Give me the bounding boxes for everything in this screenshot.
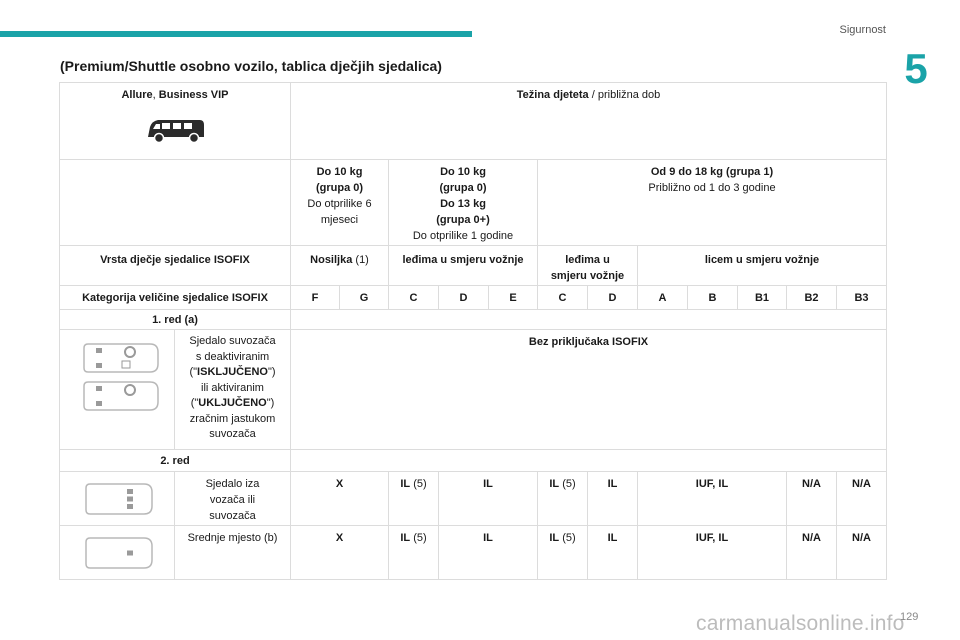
- middle-seat-carrycot: X: [291, 526, 389, 580]
- middle-seat-b3: N/A: [837, 526, 887, 580]
- seat-type-line: smjeru vožnje: [550, 270, 625, 282]
- behind-seat-g1-rear-d: IL: [588, 472, 638, 526]
- page-title: (Premium/Shuttle osobno vozilo, tablica dječjih sjedalica): [60, 58, 442, 74]
- size-class-cell: A: [638, 286, 688, 310]
- isofix-value: IL: [549, 532, 560, 544]
- quote-open: (": [190, 397, 199, 409]
- passenger-seat-line-off: [178, 365, 287, 381]
- isofix-note: (5): [559, 532, 576, 544]
- size-class-cell: F: [291, 286, 340, 310]
- group-line: Do 10 kg: [440, 166, 486, 178]
- chapter-number: 5: [904, 45, 928, 92]
- weight-header-bold: Težina djeteta: [516, 89, 589, 101]
- middle-seat-g0plus: IL: [439, 526, 538, 580]
- passenger-seat-value: Bez priključaka ISOFIX: [291, 330, 887, 450]
- middle-seat-b2: N/A: [787, 526, 837, 580]
- size-class-cell: B3: [837, 286, 887, 310]
- seat-type-label: Vrsta dječje sjedalice ISOFIX: [59, 246, 291, 286]
- middle-seat-icon-cell: [59, 526, 175, 580]
- behind-seat-g0plus: IL: [439, 472, 538, 526]
- weight-header: [291, 82, 887, 160]
- size-class-cell: C: [538, 286, 588, 310]
- group-0-plus: [389, 160, 538, 246]
- passenger-seat-line: suvozača: [209, 428, 256, 440]
- watermark: carmanualsonline.info: [696, 612, 905, 635]
- car-top-view-passenger-seat-icon: [82, 340, 162, 416]
- size-class-cell: B: [688, 286, 738, 310]
- car-top-view-middle-seat-icon: [84, 536, 154, 570]
- behind-seat-b2: N/A: [787, 472, 837, 526]
- group-1: [538, 160, 887, 246]
- size-class-cell: C: [389, 286, 439, 310]
- middle-seat-g0: [389, 526, 439, 580]
- size-class-cell: B1: [738, 286, 787, 310]
- groups-empty-cell: [59, 160, 291, 246]
- passenger-seat-line: zračnim jastukom: [189, 412, 276, 425]
- quote-open: (": [189, 366, 198, 378]
- airbag-on-label: UKLJUČENO: [198, 397, 267, 409]
- seat-type-carrycot: [291, 246, 389, 286]
- passenger-seat-line-on: [178, 396, 287, 412]
- weight-header-rest: / približna dob: [588, 89, 661, 101]
- passenger-seat-line: s deaktiviranim: [195, 350, 270, 363]
- group-line: (grupa 0+): [436, 214, 490, 226]
- isofix-value: IL: [400, 478, 411, 490]
- behind-seat-icon-cell: [59, 472, 175, 526]
- behind-seat-g0: [389, 472, 439, 526]
- row-1-empty: [291, 310, 887, 330]
- behind-seat-b3: N/A: [837, 472, 887, 526]
- size-class-cell: G: [340, 286, 389, 310]
- behind-seat-g1-rear-c: [538, 472, 588, 526]
- size-class-cell: D: [588, 286, 638, 310]
- group-0-carrycot: [291, 160, 389, 246]
- middle-seat-g1-rear-d: IL: [588, 526, 638, 580]
- isofix-table: [59, 82, 887, 580]
- passenger-seat-icon-cell: [59, 330, 175, 450]
- behind-seat-forward: IUF, IL: [638, 472, 787, 526]
- car-top-view-rear-seat-icon: [84, 482, 154, 516]
- row-2-header: 2. red: [59, 450, 291, 472]
- section-name: Sigurnost: [839, 24, 886, 36]
- middle-seat-forward: IUF, IL: [638, 526, 787, 580]
- van-icon: [146, 117, 206, 145]
- seat-type-rear-facing: leđima u smjeru vožnje: [389, 246, 538, 286]
- isofix-value: IL: [549, 478, 560, 490]
- group-line: (grupa 0): [315, 182, 364, 194]
- carrycot-note: (1): [352, 254, 369, 266]
- behind-seat-carrycot: X: [291, 472, 389, 526]
- size-class-cell: D: [439, 286, 489, 310]
- quote-close: "): [266, 397, 275, 409]
- quote-close: "): [267, 366, 276, 378]
- behind-seat-line: Sjedalo iza: [205, 478, 260, 490]
- behind-seat-label: [175, 472, 291, 526]
- group-line: Do otprilike 1 godine: [412, 230, 514, 242]
- seat-type-forward-facing: licem u smjeru vožnje: [638, 246, 887, 286]
- passenger-seat-line: ili aktiviranim: [201, 381, 264, 394]
- group-line: Od 9 do 18 kg (grupa 1): [650, 166, 774, 178]
- airbag-off-label: ISKLJUČENO: [197, 366, 268, 378]
- passenger-seat-label: [175, 330, 291, 450]
- row-1-header: 1. red (a): [59, 310, 291, 330]
- trim-allure: Allure: [121, 89, 153, 101]
- group-line: Do 13 kg: [440, 198, 486, 210]
- seat-type-line: leđima u: [565, 254, 610, 266]
- isofix-value: IL: [400, 532, 411, 544]
- page-number: 129: [900, 611, 919, 623]
- group-line: (grupa 0): [439, 182, 487, 194]
- seat-type-rear-facing-2: [538, 246, 638, 286]
- header-accent-bar: [0, 31, 472, 37]
- middle-seat-label: Srednje mjesto (b): [175, 526, 291, 580]
- size-class-label: Kategorija veličine sjedalice ISOFIX: [59, 286, 291, 310]
- size-class-cell: E: [489, 286, 538, 310]
- group-line: Do 10 kg: [316, 166, 363, 178]
- middle-seat-g1-rear-c: [538, 526, 588, 580]
- row-2-empty: [291, 450, 887, 472]
- behind-seat-line: suvozača: [209, 510, 256, 522]
- group-line: Približno od 1 do 3 godine: [648, 182, 776, 194]
- passenger-seat-line: Sjedalo suvozača: [189, 335, 276, 347]
- size-class-cell: B2: [787, 286, 837, 310]
- carrycot-label: Nosiljka: [310, 254, 353, 266]
- trim-business-vip: Business VIP: [158, 89, 229, 101]
- isofix-note: (5): [559, 478, 576, 490]
- trim-separator: ,: [152, 89, 159, 101]
- behind-seat-line: vozača ili: [209, 494, 256, 506]
- group-line: Do otprilike 6: [307, 198, 372, 210]
- isofix-note: (5): [410, 478, 427, 490]
- isofix-note: (5): [410, 532, 427, 544]
- corner-cell: [59, 82, 291, 160]
- group-line: mjeseci: [320, 214, 359, 226]
